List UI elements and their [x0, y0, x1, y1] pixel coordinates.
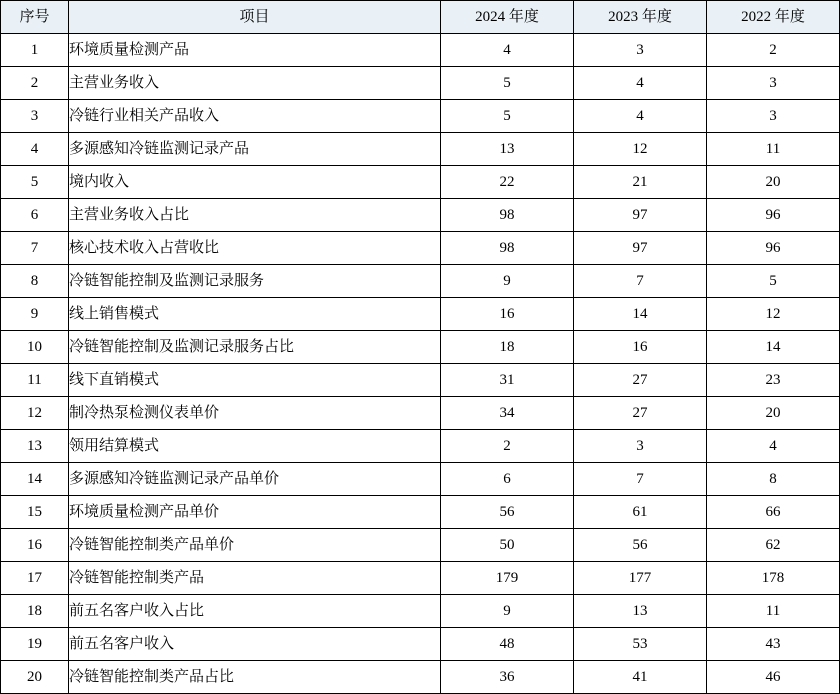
row-value-2023-cell: 4 [574, 67, 707, 100]
table-row [1, 100, 840, 133]
table-row [1, 265, 840, 298]
table-row [1, 430, 840, 463]
row-value-2024-cell: 2 [441, 430, 574, 463]
table-row [1, 199, 840, 232]
row-value-2023-cell: 16 [574, 331, 707, 364]
row-value-2022-cell: 12 [707, 298, 840, 331]
table-row [1, 562, 840, 595]
row-item-name-cell: 核心技术收入占营收比 [69, 232, 441, 265]
row-value-2023-cell: 21 [574, 166, 707, 199]
row-index-cell: 7 [1, 232, 69, 265]
column-header-year-2024: 2024 年度 [441, 1, 574, 34]
row-value-2024-cell: 36 [441, 661, 574, 694]
row-value-2022-cell: 14 [707, 331, 840, 364]
table-header-row [1, 1, 840, 34]
table-row [1, 298, 840, 331]
row-value-2024-cell: 31 [441, 364, 574, 397]
row-value-2022-cell: 23 [707, 364, 840, 397]
row-value-2022-cell: 43 [707, 628, 840, 661]
row-item-name-cell: 冷链智能控制类产品占比 [69, 661, 441, 694]
table-row [1, 331, 840, 364]
table-row [1, 595, 840, 628]
table-row [1, 463, 840, 496]
row-value-2024-cell: 56 [441, 496, 574, 529]
row-index-cell: 4 [1, 133, 69, 166]
row-value-2024-cell: 50 [441, 529, 574, 562]
row-index-cell: 1 [1, 34, 69, 67]
row-value-2023-cell: 41 [574, 661, 707, 694]
row-value-2023-cell: 12 [574, 133, 707, 166]
row-value-2022-cell: 62 [707, 529, 840, 562]
column-header-index: 序号 [1, 1, 69, 34]
row-value-2022-cell: 11 [707, 133, 840, 166]
row-item-name-cell: 前五名客户收入 [69, 628, 441, 661]
table-header [1, 1, 840, 34]
row-item-name-cell: 冷链智能控制类产品 [69, 562, 441, 595]
row-value-2022-cell: 4 [707, 430, 840, 463]
table-row [1, 397, 840, 430]
row-value-2023-cell: 3 [574, 430, 707, 463]
row-value-2023-cell: 3 [574, 34, 707, 67]
table-row [1, 67, 840, 100]
row-value-2023-cell: 53 [574, 628, 707, 661]
row-item-name-cell: 境内收入 [69, 166, 441, 199]
row-item-name-cell: 前五名客户收入占比 [69, 595, 441, 628]
row-value-2023-cell: 177 [574, 562, 707, 595]
row-item-name-cell: 主营业务收入占比 [69, 199, 441, 232]
row-value-2024-cell: 5 [441, 67, 574, 100]
row-value-2022-cell: 96 [707, 232, 840, 265]
row-value-2024-cell: 34 [441, 397, 574, 430]
row-value-2023-cell: 7 [574, 265, 707, 298]
row-index-cell: 18 [1, 595, 69, 628]
row-value-2024-cell: 98 [441, 232, 574, 265]
row-value-2023-cell: 27 [574, 364, 707, 397]
row-index-cell: 11 [1, 364, 69, 397]
row-item-name-cell: 多源感知冷链监测记录产品 [69, 133, 441, 166]
row-value-2023-cell: 97 [574, 199, 707, 232]
row-index-cell: 5 [1, 166, 69, 199]
table-body [1, 34, 840, 694]
row-value-2022-cell: 2 [707, 34, 840, 67]
row-item-name-cell: 制冷热泵检测仪表单价 [69, 397, 441, 430]
table-row [1, 661, 840, 694]
row-value-2023-cell: 61 [574, 496, 707, 529]
row-item-name-cell: 环境质量检测产品单价 [69, 496, 441, 529]
row-value-2022-cell: 5 [707, 265, 840, 298]
row-item-name-cell: 环境质量检测产品 [69, 34, 441, 67]
row-value-2023-cell: 13 [574, 595, 707, 628]
row-item-name-cell: 冷链行业相关产品收入 [69, 100, 441, 133]
table-row [1, 232, 840, 265]
row-item-name-cell: 线上销售模式 [69, 298, 441, 331]
row-value-2022-cell: 66 [707, 496, 840, 529]
row-value-2024-cell: 18 [441, 331, 574, 364]
row-index-cell: 14 [1, 463, 69, 496]
table-row [1, 166, 840, 199]
table-row [1, 529, 840, 562]
row-value-2023-cell: 56 [574, 529, 707, 562]
row-item-name-cell: 主营业务收入 [69, 67, 441, 100]
row-value-2022-cell: 20 [707, 397, 840, 430]
column-header-year-2022: 2022 年度 [707, 1, 840, 34]
row-value-2022-cell: 3 [707, 67, 840, 100]
row-item-name-cell: 冷链智能控制及监测记录服务占比 [69, 331, 441, 364]
row-value-2022-cell: 96 [707, 199, 840, 232]
row-item-name-cell: 冷链智能控制及监测记录服务 [69, 265, 441, 298]
row-value-2024-cell: 16 [441, 298, 574, 331]
row-index-cell: 16 [1, 529, 69, 562]
row-item-name-cell: 领用结算模式 [69, 430, 441, 463]
row-value-2022-cell: 20 [707, 166, 840, 199]
row-value-2024-cell: 4 [441, 34, 574, 67]
row-value-2022-cell: 3 [707, 100, 840, 133]
row-value-2022-cell: 11 [707, 595, 840, 628]
row-index-cell: 2 [1, 67, 69, 100]
row-index-cell: 15 [1, 496, 69, 529]
row-value-2024-cell: 9 [441, 265, 574, 298]
table-row [1, 364, 840, 397]
table-row [1, 628, 840, 661]
table-row [1, 34, 840, 67]
row-value-2024-cell: 179 [441, 562, 574, 595]
row-value-2024-cell: 13 [441, 133, 574, 166]
row-value-2023-cell: 4 [574, 100, 707, 133]
row-value-2024-cell: 48 [441, 628, 574, 661]
row-item-name-cell: 线下直销模式 [69, 364, 441, 397]
row-value-2024-cell: 5 [441, 100, 574, 133]
row-value-2024-cell: 98 [441, 199, 574, 232]
row-value-2022-cell: 46 [707, 661, 840, 694]
row-index-cell: 13 [1, 430, 69, 463]
row-index-cell: 6 [1, 199, 69, 232]
row-index-cell: 17 [1, 562, 69, 595]
row-item-name-cell: 冷链智能控制类产品单价 [69, 529, 441, 562]
row-index-cell: 9 [1, 298, 69, 331]
row-item-name-cell: 多源感知冷链监测记录产品单价 [69, 463, 441, 496]
row-index-cell: 12 [1, 397, 69, 430]
table-row [1, 496, 840, 529]
row-value-2022-cell: 8 [707, 463, 840, 496]
row-index-cell: 3 [1, 100, 69, 133]
column-header-year-2023: 2023 年度 [574, 1, 707, 34]
row-value-2024-cell: 6 [441, 463, 574, 496]
column-header-item: 项目 [69, 1, 441, 34]
row-index-cell: 10 [1, 331, 69, 364]
row-value-2022-cell: 178 [707, 562, 840, 595]
row-value-2023-cell: 7 [574, 463, 707, 496]
row-index-cell: 19 [1, 628, 69, 661]
table-row [1, 133, 840, 166]
row-value-2023-cell: 97 [574, 232, 707, 265]
row-index-cell: 8 [1, 265, 69, 298]
row-value-2023-cell: 14 [574, 298, 707, 331]
row-value-2024-cell: 9 [441, 595, 574, 628]
row-index-cell: 20 [1, 661, 69, 694]
row-value-2023-cell: 27 [574, 397, 707, 430]
row-value-2024-cell: 22 [441, 166, 574, 199]
